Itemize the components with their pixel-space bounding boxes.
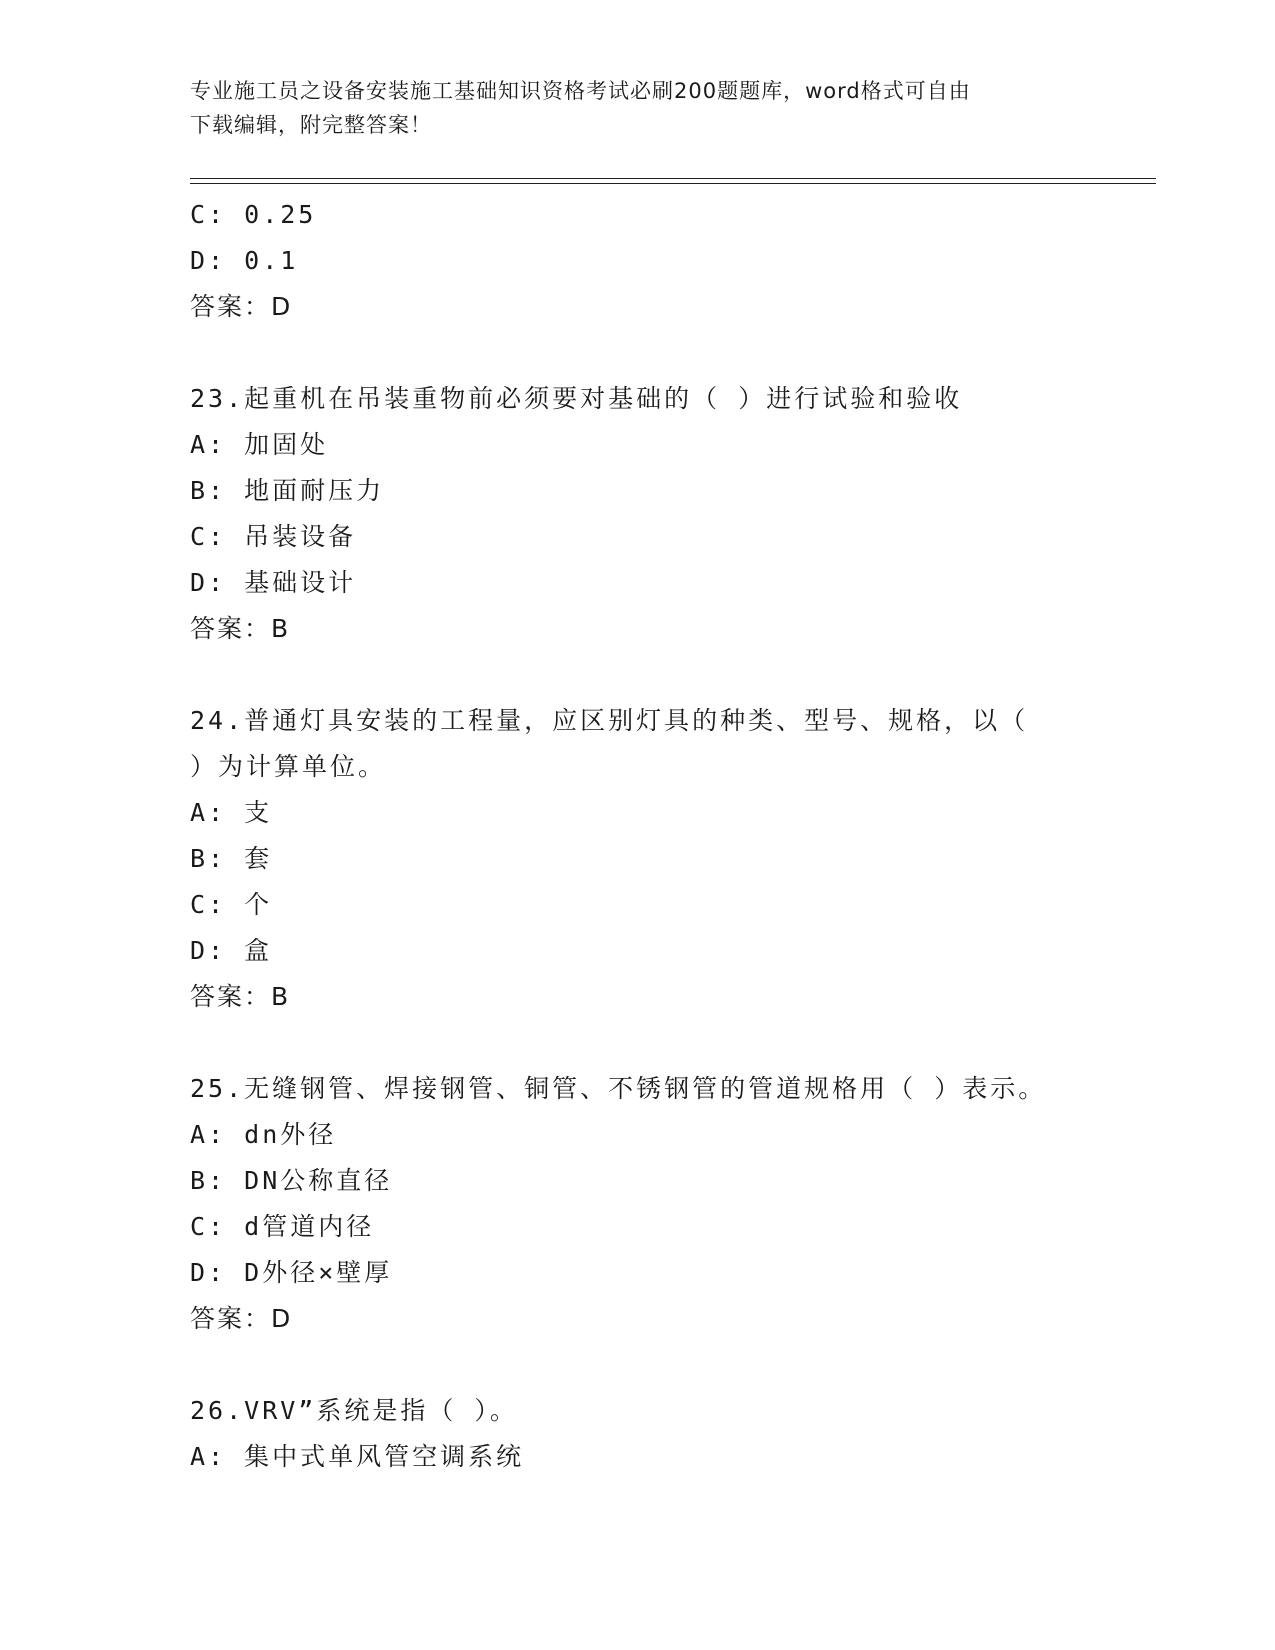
option-b: B: DN公称直径 (190, 1166, 393, 1195)
option-a: A: 加固处 (190, 430, 329, 459)
header-title-line-1: 专业施工员之设备安装施工基础知识资格考试必刷200题题库，word格式可自由 (190, 79, 971, 103)
question-text: 26.VRV”系统是指（ ）。 (190, 1396, 518, 1425)
answer-line: 答案：B (190, 982, 291, 1011)
option-b: B: 套 (190, 844, 273, 873)
answer-line: 答案：D (190, 292, 293, 321)
header-title-line-2: 下载编辑，附完整答案！ (190, 113, 432, 137)
question-25 (190, 1066, 1130, 1342)
question-24 (190, 698, 1130, 1020)
option-d: D: 0.1 (190, 246, 299, 275)
option-d: D: 基础设计 (190, 568, 357, 597)
spacer (190, 1342, 1130, 1388)
question-22-tail (190, 192, 1130, 330)
document-header (190, 74, 1090, 142)
question-text-line-1: 24.普通灯具安装的工程量，应区别灯具的种类、型号、规格，以（ (190, 706, 1029, 735)
spacer (190, 652, 1130, 698)
spacer (190, 330, 1130, 376)
question-23 (190, 376, 1130, 652)
option-c: C: 吊装设备 (190, 522, 357, 551)
question-text: 25.无缝钢管、焊接钢管、铜管、不锈钢管的管道规格用（ ）表示。 (190, 1074, 1047, 1103)
header-divider-top (190, 178, 1156, 179)
header-divider-bottom (190, 183, 1156, 184)
option-c: C: 0.25 (190, 200, 317, 229)
option-a: A: dn外径 (190, 1120, 337, 1149)
question-text: 23.起重机在吊装重物前必须要对基础的（ ）进行试验和验收 (190, 384, 963, 413)
option-a: A: 集中式单风管空调系统 (190, 1442, 525, 1471)
question-list (190, 192, 1130, 1480)
option-d: D: D外径×壁厚 (190, 1258, 393, 1287)
answer-line: 答案：D (190, 1304, 293, 1333)
spacer (190, 1020, 1130, 1066)
option-c: C: d管道内径 (190, 1212, 375, 1241)
option-d: D: 盒 (190, 936, 273, 965)
question-text-line-2: ）为计算单位。 (190, 752, 387, 781)
option-a: A: 支 (190, 798, 273, 827)
question-26 (190, 1388, 1130, 1480)
option-c: C: 个 (190, 890, 273, 919)
answer-line: 答案：B (190, 614, 291, 643)
option-b: B: 地面耐压力 (190, 476, 385, 505)
